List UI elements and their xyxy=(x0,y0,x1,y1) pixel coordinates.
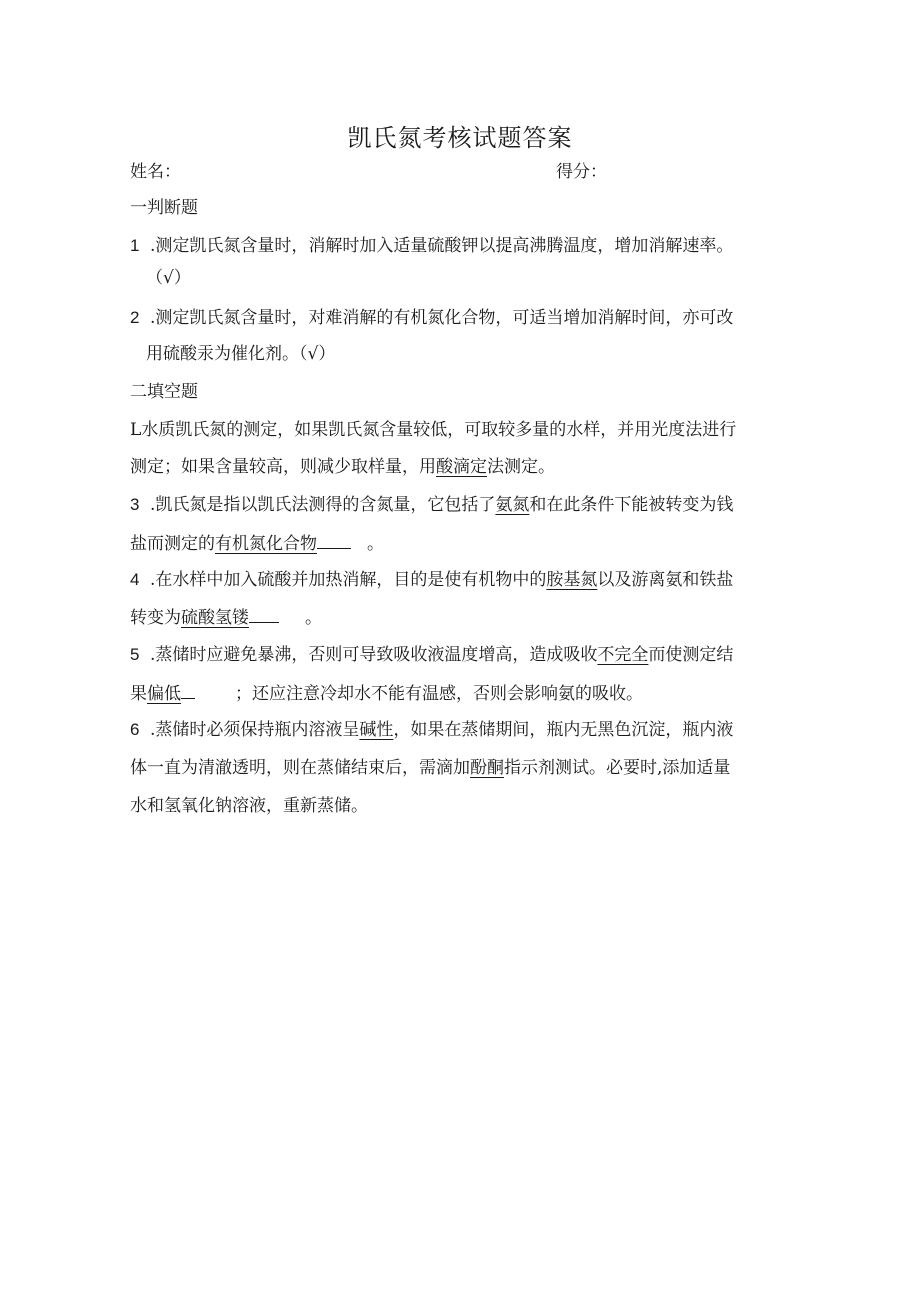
question-number: 2 xyxy=(130,308,140,327)
text-segment: 转变为 xyxy=(130,608,181,628)
question-number: 3 xyxy=(130,495,140,514)
text-segment: 测定；如果含量较高，则减少取样量，用 xyxy=(130,457,436,477)
text-segment: 果 xyxy=(130,684,147,704)
question-2-line-2: 用硫酸汞为催化剂。（√） xyxy=(146,344,336,364)
answer-blank: 氨氮 xyxy=(495,495,530,515)
fill-4-line-2 xyxy=(130,604,322,630)
text-segment: .蒸储时必须保持瓶内溶液呈 xyxy=(150,720,360,740)
text-segment: 指示剂测试。必要时,添加适量 xyxy=(504,758,731,778)
fill-6-line-3: 水和氢氧化钠溶液，重新蒸储。 xyxy=(130,796,368,816)
question-number: 4 xyxy=(130,570,140,589)
text-segment: .凯氏氮是指以凯氏法测得的含氮量，它包括了 xyxy=(150,495,496,515)
blank-extension-line xyxy=(181,680,195,699)
question-number: 6 xyxy=(130,720,140,739)
question-text: .测定凯氏氮含量时，对难消解的有机氮化合物，可适当增加消解时间，亦可改 xyxy=(150,308,734,328)
blank-extension-line xyxy=(249,604,279,623)
answer-blank: 酸滴定 xyxy=(436,457,487,477)
answer-blank: 碱性 xyxy=(359,720,394,740)
text-segment: 法测定。 xyxy=(487,457,555,477)
text-segment: 盐而测定的 xyxy=(130,534,215,554)
answer-blank: 偏低 xyxy=(147,684,181,704)
text-segment: 。 xyxy=(305,608,322,628)
blank-extension-line xyxy=(317,530,351,549)
name-label: 姓名： xyxy=(130,162,181,182)
fill-5-line-2 xyxy=(130,680,643,706)
text-segment: 和在此条件下能被转变为钱 xyxy=(529,495,734,515)
text-segment: ，如果在蒸储期间，瓶内无黑色沉淀，瓶内液 xyxy=(393,720,734,740)
fill-1-line-2 xyxy=(130,455,555,479)
score-label: 得分： xyxy=(556,162,607,182)
question-2-line-1 xyxy=(130,306,733,330)
answer-blank: 硫酸氢镂 xyxy=(181,608,249,628)
header-fields xyxy=(130,160,607,184)
question-number: 5 xyxy=(130,645,140,664)
fill-3-line-1 xyxy=(130,493,733,517)
fill-4-line-1 xyxy=(130,568,733,592)
fill-6-line-1 xyxy=(130,718,733,742)
section-heading-fill-in: 二填空题 xyxy=(130,382,198,402)
fill-5-line-1 xyxy=(130,643,733,667)
text-segment: .蒸储时应避免暴沸，否则可导致吸收液温度增高，造成吸收 xyxy=(150,645,598,665)
question-text: .测定凯氏氮含量时，消解时加入适量硫酸钾以提高沸腾温度，增加消解速率。 xyxy=(150,236,734,256)
text-segment: 以及游离氨和铁盐 xyxy=(597,570,734,590)
text-segment: 体一直为清澈透明，则在蒸储结束后，需滴加 xyxy=(130,758,470,778)
question-1-answer: （√） xyxy=(146,268,191,288)
fill-1-line-1: L水质凯氏氮的测定，如果凯氏氮含量较低，可取较多量的水样，并用光度法进行 xyxy=(130,420,737,440)
answer-blank: 酚酮 xyxy=(470,758,504,778)
page-title: 凯氏氮考核试题答案 xyxy=(347,124,573,152)
answer-blank: 有机氮化合物 xyxy=(215,534,317,554)
question-1-line-1 xyxy=(130,234,733,258)
text-segment: ；还应注意冷却水不能有温感，否则会影响氨的吸收。 xyxy=(235,684,643,704)
question-number: 1 xyxy=(130,236,140,255)
fill-6-line-2 xyxy=(130,756,730,780)
section-heading-judgment: 一判断题 xyxy=(130,198,198,218)
text-segment: .在水样中加入硫酸并加热消解，目的是使有机物中的 xyxy=(150,570,547,590)
text-segment: 而使测定结 xyxy=(648,645,734,665)
text-segment: 。 xyxy=(367,534,384,554)
answer-blank: 胺基氮 xyxy=(546,570,598,590)
answer-blank: 不完全 xyxy=(597,645,649,665)
fill-3-line-2 xyxy=(130,530,384,556)
